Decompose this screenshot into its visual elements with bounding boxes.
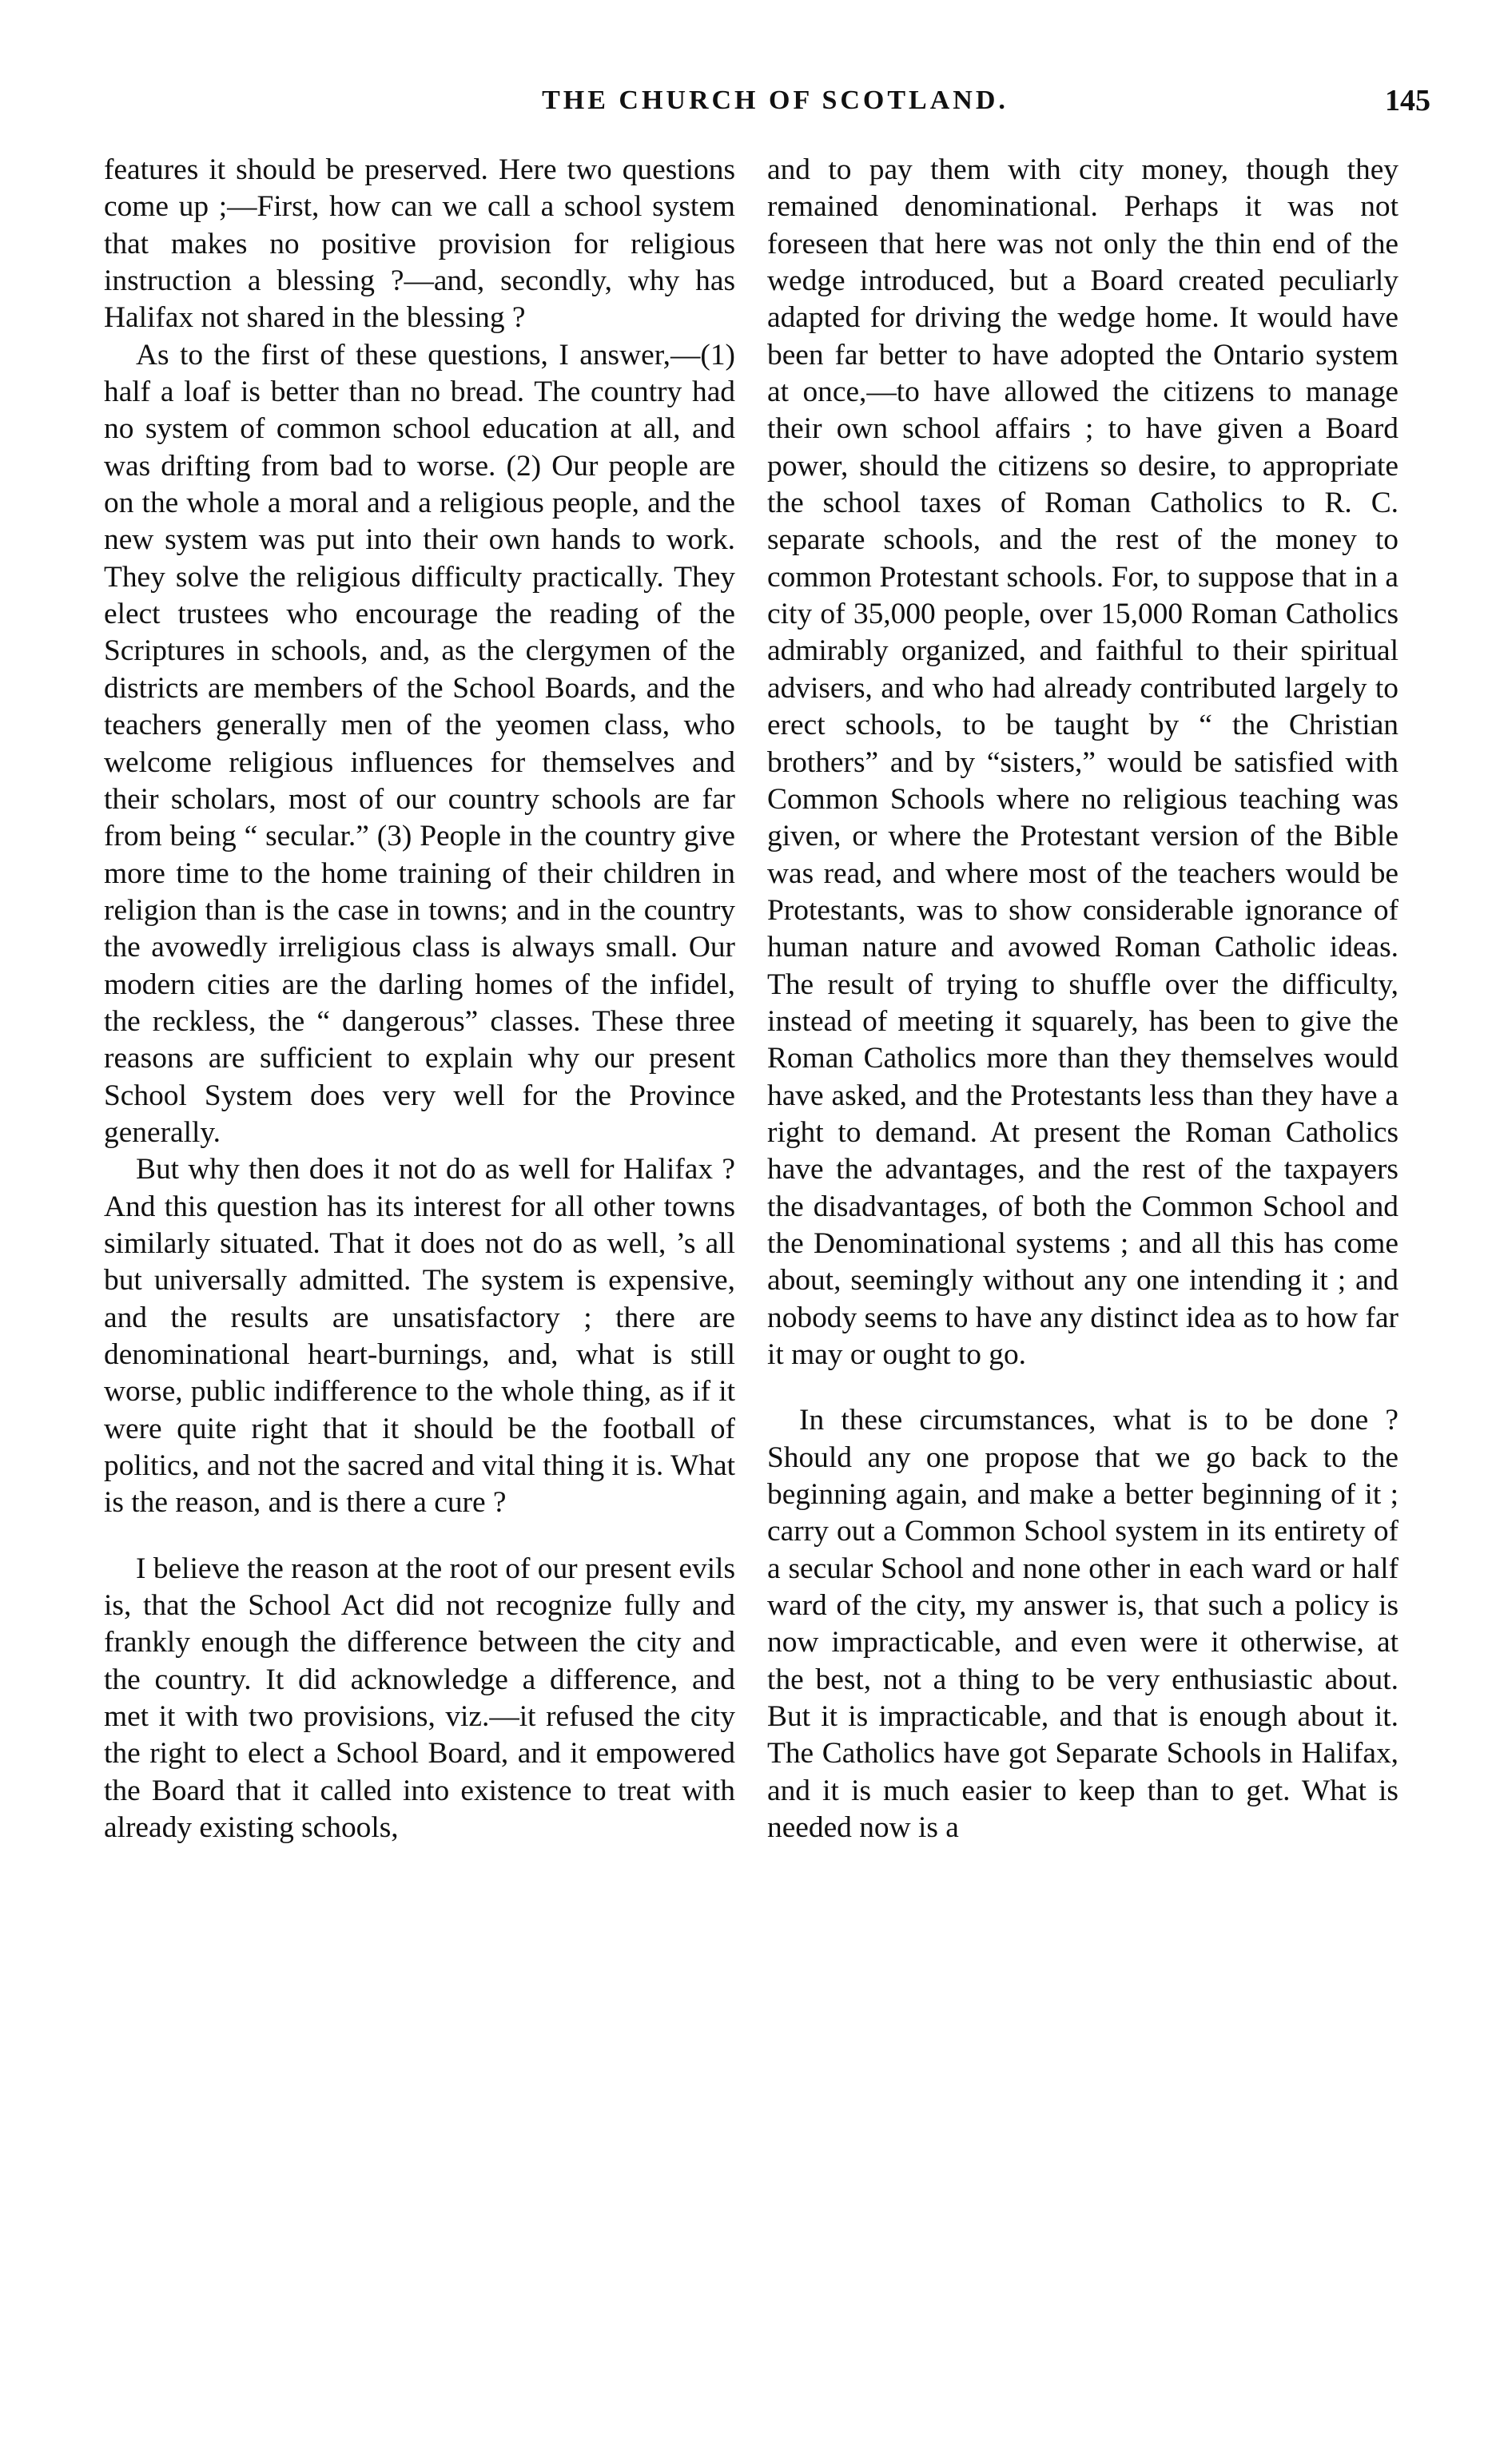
page-header <box>120 77 1430 125</box>
paragraph: As to the first of these questions, I answer,—(1) half a loaf is better than no bread. The country had no system of common school education at all, and was drifting from bad to worse. (2) Our people are on the whole a moral and a religious people, and the new system was put into their own hands to work. They solve the religious difficulty practically. They elect trustees who encourage the reading of the Scriptures in schools, and, as the clergymen of the districts are members of the School Boards, and the teachers generally men of the yeomen class, who welcome religious influences for themselves and their scholars, most of our country schools are far from being “ secular.” (3) People in the country give more time to the home training of their children in religion than is the case in towns; and in the country the avowedly irreligious class is always small. Our modern cities are the darling homes of the infidel, the reckless, the “ dangerous” classes. These three reasons are sufficient to explain why our present School System does very well for the Province generally. <box>104 338 735 1149</box>
paragraph: I believe the reason at the root of our present evils is, that the School Act did not recognize fully and frankly enough the difference between the city and the country. It did acknowledge a difference, and met it with two provisions, viz.—it refused the city the right to elect a School Board, and it empowered the Board that it called into existence to treat with already existing schools, <box>104 1552 735 1845</box>
page-number: 145 <box>1385 84 1430 117</box>
paragraph: But why then does it not do as well for Halifax ? And this question has its interest for all other towns similarly situated. That it does not do as well, ’s all but universally admitted. The system is expensive, and the results are unsatisfactory ; there are denominational heart-burnings, and, what is still worse, public indifference to the whole thing, as if it were quite right that it should be the football of politics, and not the sacred and vital thing it is. What is the reason, and is there a cure ? <box>104 1153 735 1520</box>
left-column <box>104 152 735 1846</box>
paragraph: features it should be preserved. Here two questions come up ;—First, how can we call a school system that makes no positive provision for religious instruction a blessing ?—and, secondly, why has Halifax not shared in the blessing ? <box>104 153 735 335</box>
paragraph: In these circumstances, what is to be done ? Should any one propose that we go back to the beginning again, and make a better beginning of it ; carry out a Common School system in its entirety of a secular School and none other in each ward or half ward of the city, my answer is, that such a policy is now impracticable, and even were it otherwise, at the best, not a thing to be very enthusiastic about. But it is impracticable, and that is enough about it. The Catholics have got Separate Schools in Halifax, and it is much easier to keep than to get. What is needed now is a <box>767 1404 1399 1845</box>
right-column <box>767 152 1399 1846</box>
paragraph: and to pay them with city money, though they remained denominational. Perhaps it was not foreseen that here was not only the thin end of the wedge introduced, but a Board created peculiarly adapted for driving the wedge home. It would have been far better to have adopted the Ontario system at once,—to have allowed the citizens to manage their own school affairs ; to have given a Board power, should the citizens so desire, to appropriate the school taxes of Roman Catholics to R. C. separate schools, and the rest of the money to common Protestant schools. For, to suppose that in a city of 35,000 people, over 15,000 Roman Catholics admirably organized, and faithful to their spiritual advisers, and who had already contributed largely to erect schools, to be taught by “ the Christian brothers” and by “sisters,” would be satisfied with Common Schools where no religious teaching was given, or where the Protestant version of the Bible was read, and where most of the teachers would be Protestants, was to show considerable ignorance of human nature and avowed Roman Catholic ideas. The result of trying to shuffle over the difficulty, instead of meeting it squarely, has been to give the Roman Catholics more than they themselves would have asked, and the Protestants less than they have a right to demand. At present the Roman Catholics have the advantages, and the rest of the taxpayers the disadvantages, of both the Common School and the Denominational systems ; and all this has come about, seemingly without any one intending it ; and nobody seems to have any distinct idea as to how far it may or ought to go. <box>767 153 1399 1371</box>
running-title: THE CHURCH OF SCOTLAND. <box>542 85 1009 115</box>
